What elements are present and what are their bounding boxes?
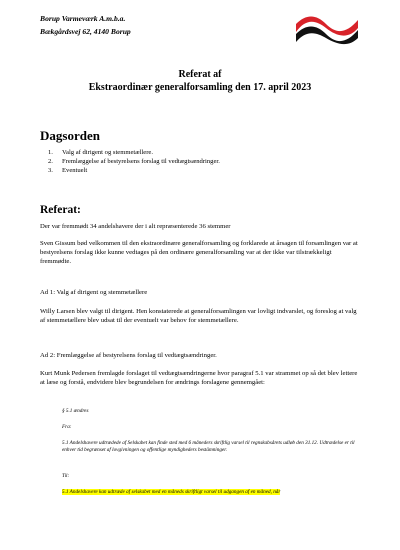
quote-from-text: 5.1 Andelshavere udtrædede af Selskabet kan finde sted med 6 måneders skriftlig varsel til regnskabsårets udløb den 31.12. Udtrædelse er til enhver tid begrænset af lovgivningen og offentlige myndigheders bestämninger. (62, 440, 355, 454)
ad2-heading: Ad 2: Fremlæggelse af bestyrelsens forslag til vedtægtsændringer. (40, 352, 217, 359)
company-name: Borup Varmeværk A.m.b.a. (40, 14, 126, 23)
highlighted-text: 5.1 Andelshavere kan udtræde af selskabet med en måneds skriftligt varsel til udgangen af en måned, når (62, 489, 281, 495)
company-logo (292, 12, 364, 46)
minutes-heading: Referat: (40, 204, 81, 216)
attendance-text: Der var fremmødt 34 andelshavere der i alt repræsenterede 36 stemmer (40, 223, 231, 230)
title-line2: Ekstraordinær generalforsamling den 17. april 2023 (88, 82, 312, 93)
welcome-text: Sven Gissum bød velkommen til den ekstraordinære generalforsamling og forklarede at årsagen til forsamlingen var at bestyrelsens forslag ikke kunne vedtages på den ordinære generalforsamling var at der ikke var tilstrækkeligt fremmødte. (40, 240, 358, 266)
title-line1: Referat af (178, 69, 222, 80)
agenda-item: 3. Eventuelt (48, 167, 88, 174)
agenda-heading: Dagsorden (40, 128, 100, 143)
ad1-text: Willy Larsen blev valgt til dirigent. Hen konstaterede at generalforsamlingen var lovligt indvarslet, og foreslog at valg af stemmetællere blev udsat til der eventuelt var behov for stemmetællere. (40, 308, 357, 325)
quote-section: § 5.1 ændres (62, 408, 89, 414)
ad2-text: Kurt Munk Pedersen fremlagde forslaget til vedtægtsændringerne hvor paragraf 5.1 var strammet op så det blev lettere at læse og forstå, endvidere blev begrundelsen for ændrings forslagene gennemgået: (40, 370, 358, 387)
quote-to-text (62, 489, 362, 496)
agenda-item: 2. Fremlæggelse af bestyrelsens forslag til vedtægtsændringer. (48, 158, 220, 165)
agenda-item: 1. Valg af dirigent og stemmetællere. (48, 149, 154, 156)
quote-from-label: Fra: (62, 424, 72, 430)
quote-to-label: Til: (62, 473, 70, 479)
agenda-list (48, 148, 220, 175)
company-address: Bækgårdsvej 62, 4140 Borup (40, 27, 131, 36)
ad1-heading: Ad 1: Valg af dirigent og stemmetællere (40, 289, 148, 296)
